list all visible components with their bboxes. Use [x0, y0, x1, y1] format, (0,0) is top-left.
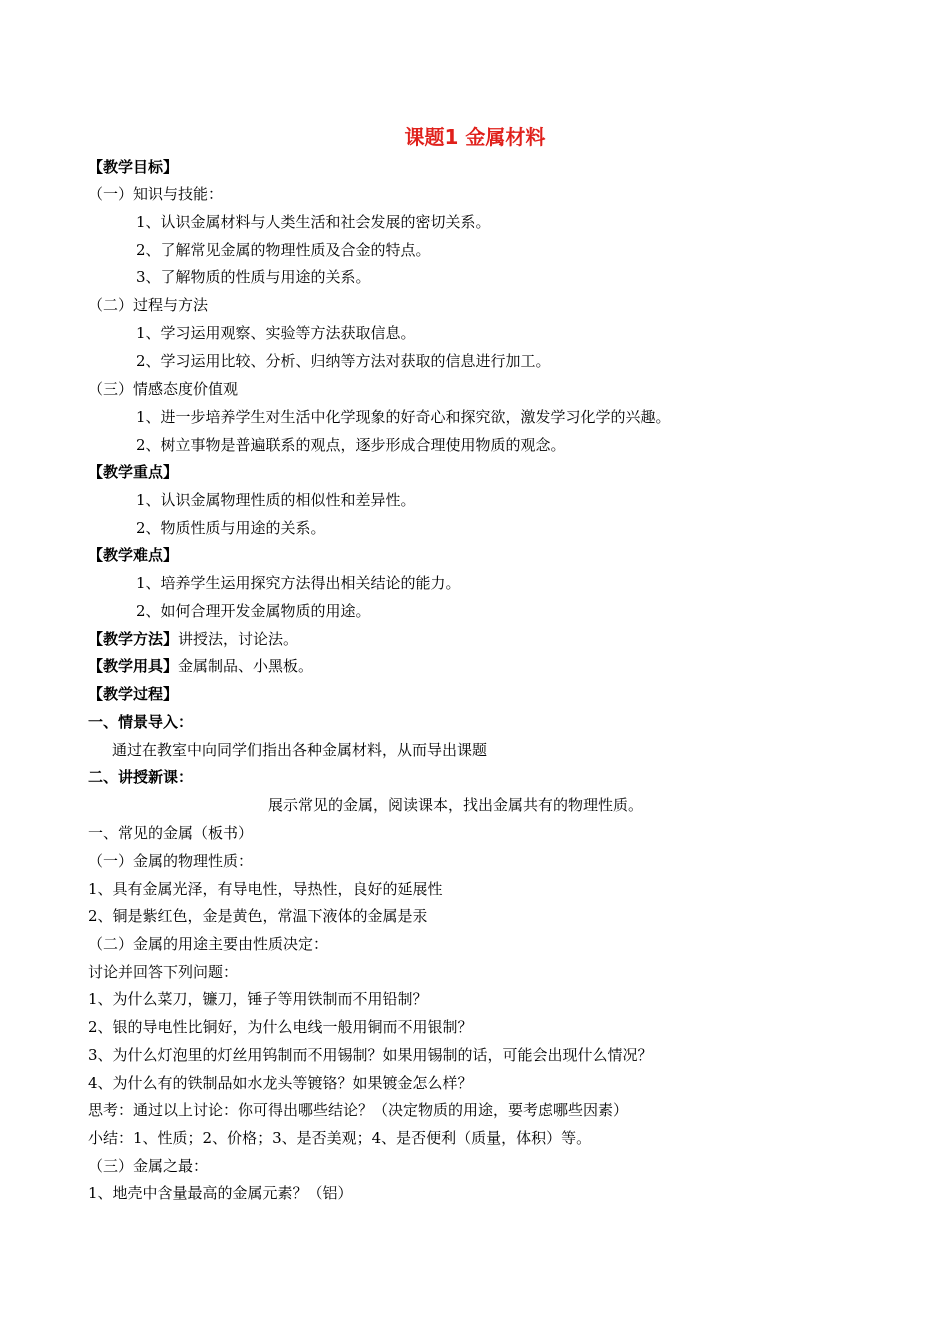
list-item: 2、了解常见金属的物理性质及合金的特点。: [136, 241, 431, 259]
tools-text: 金属制品、小黑板。: [178, 657, 314, 675]
body-line: （三）金属之最：: [88, 1157, 209, 1175]
part2-heading: 二、讲授新课：: [88, 768, 194, 786]
body-line: 3、为什么灯泡里的灯丝用钨制而不用锡制？如果用锡制的话，可能会出现什么情况？: [88, 1046, 653, 1064]
body-line: 思考：通过以上讨论：你可得出哪些结论？（决定物质的用途，要考虑哪些因素）: [88, 1101, 629, 1119]
body-line: 1、地壳中含量最高的金属元素？（铝）: [88, 1184, 353, 1202]
section-knowledge-skills: （一）知识与技能：: [88, 185, 224, 203]
list-item: 2、树立事物是普遍联系的观点，逐步形成合理使用物质的观念。: [136, 436, 566, 454]
page-title: 课题1 金属材料: [404, 125, 546, 149]
list-item: 1、学习运用观察、实验等方法获取信息。: [136, 324, 416, 342]
list-item: 2、学习运用比较、分析、归纳等方法对获取的信息进行加工。: [136, 352, 551, 370]
list-item: 2、物质性质与用途的关系。: [136, 519, 326, 537]
section-attitude-values: （三）情感态度价值观: [88, 380, 239, 398]
list-item: 1、认识金属物理性质的相似性和差异性。: [136, 491, 416, 509]
part1-heading: 一、情景导入：: [88, 713, 194, 731]
body-line: 一、常见的金属（板书）: [88, 824, 254, 842]
list-item: 2、如何合理开发金属物质的用途。: [136, 602, 371, 620]
teaching-method: [88, 629, 298, 649]
difficulties-heading: 【教学难点】: [88, 546, 179, 564]
body-line: （一）金属的物理性质：: [88, 852, 254, 870]
body-line: 小结：1、性质；2、价格；3、是否美观；4、是否便利（质量，体积）等。: [88, 1129, 592, 1147]
goals-heading: 【教学目标】: [88, 158, 179, 176]
section-process-method: （二）过程与方法: [88, 296, 209, 314]
part1-text: 通过在教室中向同学们指出各种金属材料，从而导出课题: [112, 741, 488, 759]
body-line: 4、为什么有的铁制品如水龙头等镀铬？如果镀金怎么样？: [88, 1074, 473, 1092]
tools-label: 【教学用具】: [88, 657, 179, 675]
body-line: （二）金属的用途主要由性质决定：: [88, 935, 329, 953]
list-item: 3、了解物质的性质与用途的关系。: [136, 268, 371, 286]
body-line: 2、银的导电性比铜好，为什么电线一般用铜而不用银制？: [88, 1018, 473, 1036]
key-points-heading: 【教学重点】: [88, 463, 179, 481]
list-item: 1、进一步培养学生对生活中化学现象的好奇心和探究欲，激发学习化学的兴趣。: [136, 408, 671, 426]
method-label: 【教学方法】: [88, 630, 179, 648]
list-item: 1、认识金属材料与人类生活和社会发展的密切关系。: [136, 213, 491, 231]
teaching-tools: [88, 656, 313, 676]
method-text: 讲授法，讨论法。: [178, 630, 299, 648]
body-line: 1、具有金属光泽，有导电性，导热性，良好的延展性: [88, 880, 443, 898]
body-line: 2、铜是紫红色，金是黄色，常温下液体的金属是汞: [88, 907, 428, 925]
body-line: 讨论并回答下列问题：: [88, 963, 239, 981]
part2-text: 展示常见的金属，阅读课本，找出金属共有的物理性质。: [268, 796, 644, 814]
body-line: 1、为什么菜刀，镰刀，锤子等用铁制而不用铅制？: [88, 990, 428, 1008]
process-heading: 【教学过程】: [88, 685, 179, 703]
list-item: 1、培养学生运用探究方法得出相关结论的能力。: [136, 574, 461, 592]
